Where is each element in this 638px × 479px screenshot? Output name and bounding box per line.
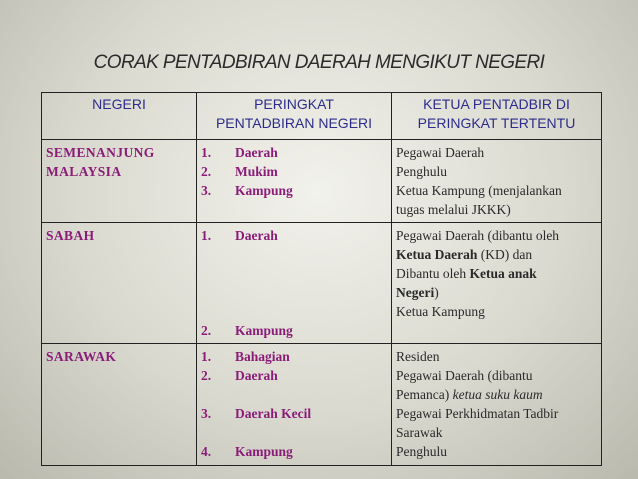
header-peringkat-line1: PERINGKAT bbox=[254, 96, 334, 112]
negeri-name-line2: MALAYSIA bbox=[46, 164, 122, 179]
level-label: Bahagian bbox=[235, 349, 290, 364]
level-item bbox=[201, 442, 387, 461]
ketua-italic-text: ketua suku kaum bbox=[452, 387, 543, 402]
levels-cell bbox=[197, 140, 392, 223]
ketua-text: Dibantu oleh bbox=[396, 266, 470, 281]
level-label: Daerah bbox=[235, 228, 278, 243]
header-ketua-line1: KETUA PENTADBIR DI bbox=[423, 96, 570, 112]
ketua-line: Pegawai Daerah (dibantu oleh bbox=[396, 228, 560, 243]
administration-table bbox=[41, 92, 602, 466]
level-item bbox=[201, 366, 387, 385]
level-label: Daerah Kecil bbox=[235, 406, 312, 421]
level-label: Daerah bbox=[235, 368, 278, 383]
level-label: Mukim bbox=[235, 164, 278, 179]
negeri-cell bbox=[42, 140, 197, 223]
level-number: 2. bbox=[201, 323, 212, 338]
level-label: Daerah bbox=[235, 145, 278, 160]
ketua-bold-text: Ketua anak bbox=[469, 266, 537, 281]
level-item bbox=[201, 347, 387, 366]
table-row bbox=[42, 344, 602, 466]
ketua-cell bbox=[392, 344, 602, 466]
header-negeri-label: NEGERI bbox=[92, 96, 146, 112]
ketua-line: Pegawai Daerah (dibantu bbox=[396, 368, 533, 383]
level-label: Kampung bbox=[235, 183, 293, 198]
ketua-line bbox=[396, 245, 597, 264]
level-item bbox=[201, 162, 387, 181]
level-label: Kampung bbox=[235, 323, 293, 338]
level-number: 3. bbox=[201, 183, 212, 198]
level-item bbox=[201, 226, 387, 245]
levels-cell bbox=[197, 344, 392, 466]
level-number: 1. bbox=[201, 145, 212, 160]
ketua-line bbox=[396, 283, 597, 302]
level-number: 2. bbox=[201, 368, 212, 383]
level-number: 3. bbox=[201, 406, 212, 421]
header-negeri bbox=[42, 93, 197, 140]
level-number: 4. bbox=[201, 444, 212, 459]
ketua-text: ) bbox=[434, 285, 439, 300]
page-title: CORAK PENTADBIRAN DAERAH MENGIKUT NEGERI bbox=[93, 52, 545, 73]
header-ketua-line2: PERINGKAT TERTENTU bbox=[417, 115, 576, 131]
ketua-line: Ketua Kampung bbox=[396, 304, 485, 319]
ketua-bold-text: Ketua Daerah bbox=[396, 247, 478, 262]
ketua-line: Penghulu bbox=[396, 164, 448, 179]
level-item bbox=[201, 143, 387, 162]
levels-cell bbox=[197, 223, 392, 344]
level-number: 2. bbox=[201, 164, 212, 179]
header-peringkat bbox=[197, 93, 392, 140]
level-label: Kampung bbox=[235, 444, 293, 459]
negeri-cell bbox=[42, 344, 197, 466]
level-item bbox=[201, 181, 387, 200]
table-header-row bbox=[42, 93, 602, 140]
negeri-name-line1: SEMENANJUNG bbox=[46, 145, 155, 160]
header-ketua bbox=[392, 93, 602, 140]
ketua-text: Pemanca) bbox=[396, 387, 453, 402]
ketua-line: Penghulu bbox=[396, 444, 448, 459]
level-number: 1. bbox=[201, 349, 212, 364]
level-item bbox=[201, 404, 387, 423]
ketua-line: Pegawai Perkhidmatan Tadbir bbox=[396, 406, 559, 421]
level-item bbox=[201, 321, 387, 340]
ketua-line: Pegawai Daerah bbox=[396, 145, 485, 160]
negeri-name-line1: SABAH bbox=[46, 228, 95, 243]
ketua-line: Sarawak bbox=[396, 425, 443, 440]
negeri-name-line1: SARAWAK bbox=[46, 349, 117, 364]
table-row bbox=[42, 140, 602, 223]
table-row bbox=[42, 223, 602, 344]
ketua-cell bbox=[392, 223, 602, 344]
ketua-line bbox=[396, 385, 597, 404]
level-number: 1. bbox=[201, 228, 212, 243]
ketua-line: Residen bbox=[396, 349, 440, 364]
ketua-line bbox=[396, 264, 597, 283]
header-peringkat-line2: PENTADBIRAN NEGERI bbox=[215, 115, 373, 131]
negeri-cell bbox=[42, 223, 197, 344]
ketua-line: Ketua Kampung (menjalankan bbox=[396, 183, 562, 198]
ketua-cell bbox=[392, 140, 602, 223]
ketua-text: (KD) dan bbox=[477, 247, 533, 262]
ketua-line: tugas melalui JKKK) bbox=[396, 202, 511, 217]
ketua-bold-text: Negeri bbox=[396, 285, 435, 300]
